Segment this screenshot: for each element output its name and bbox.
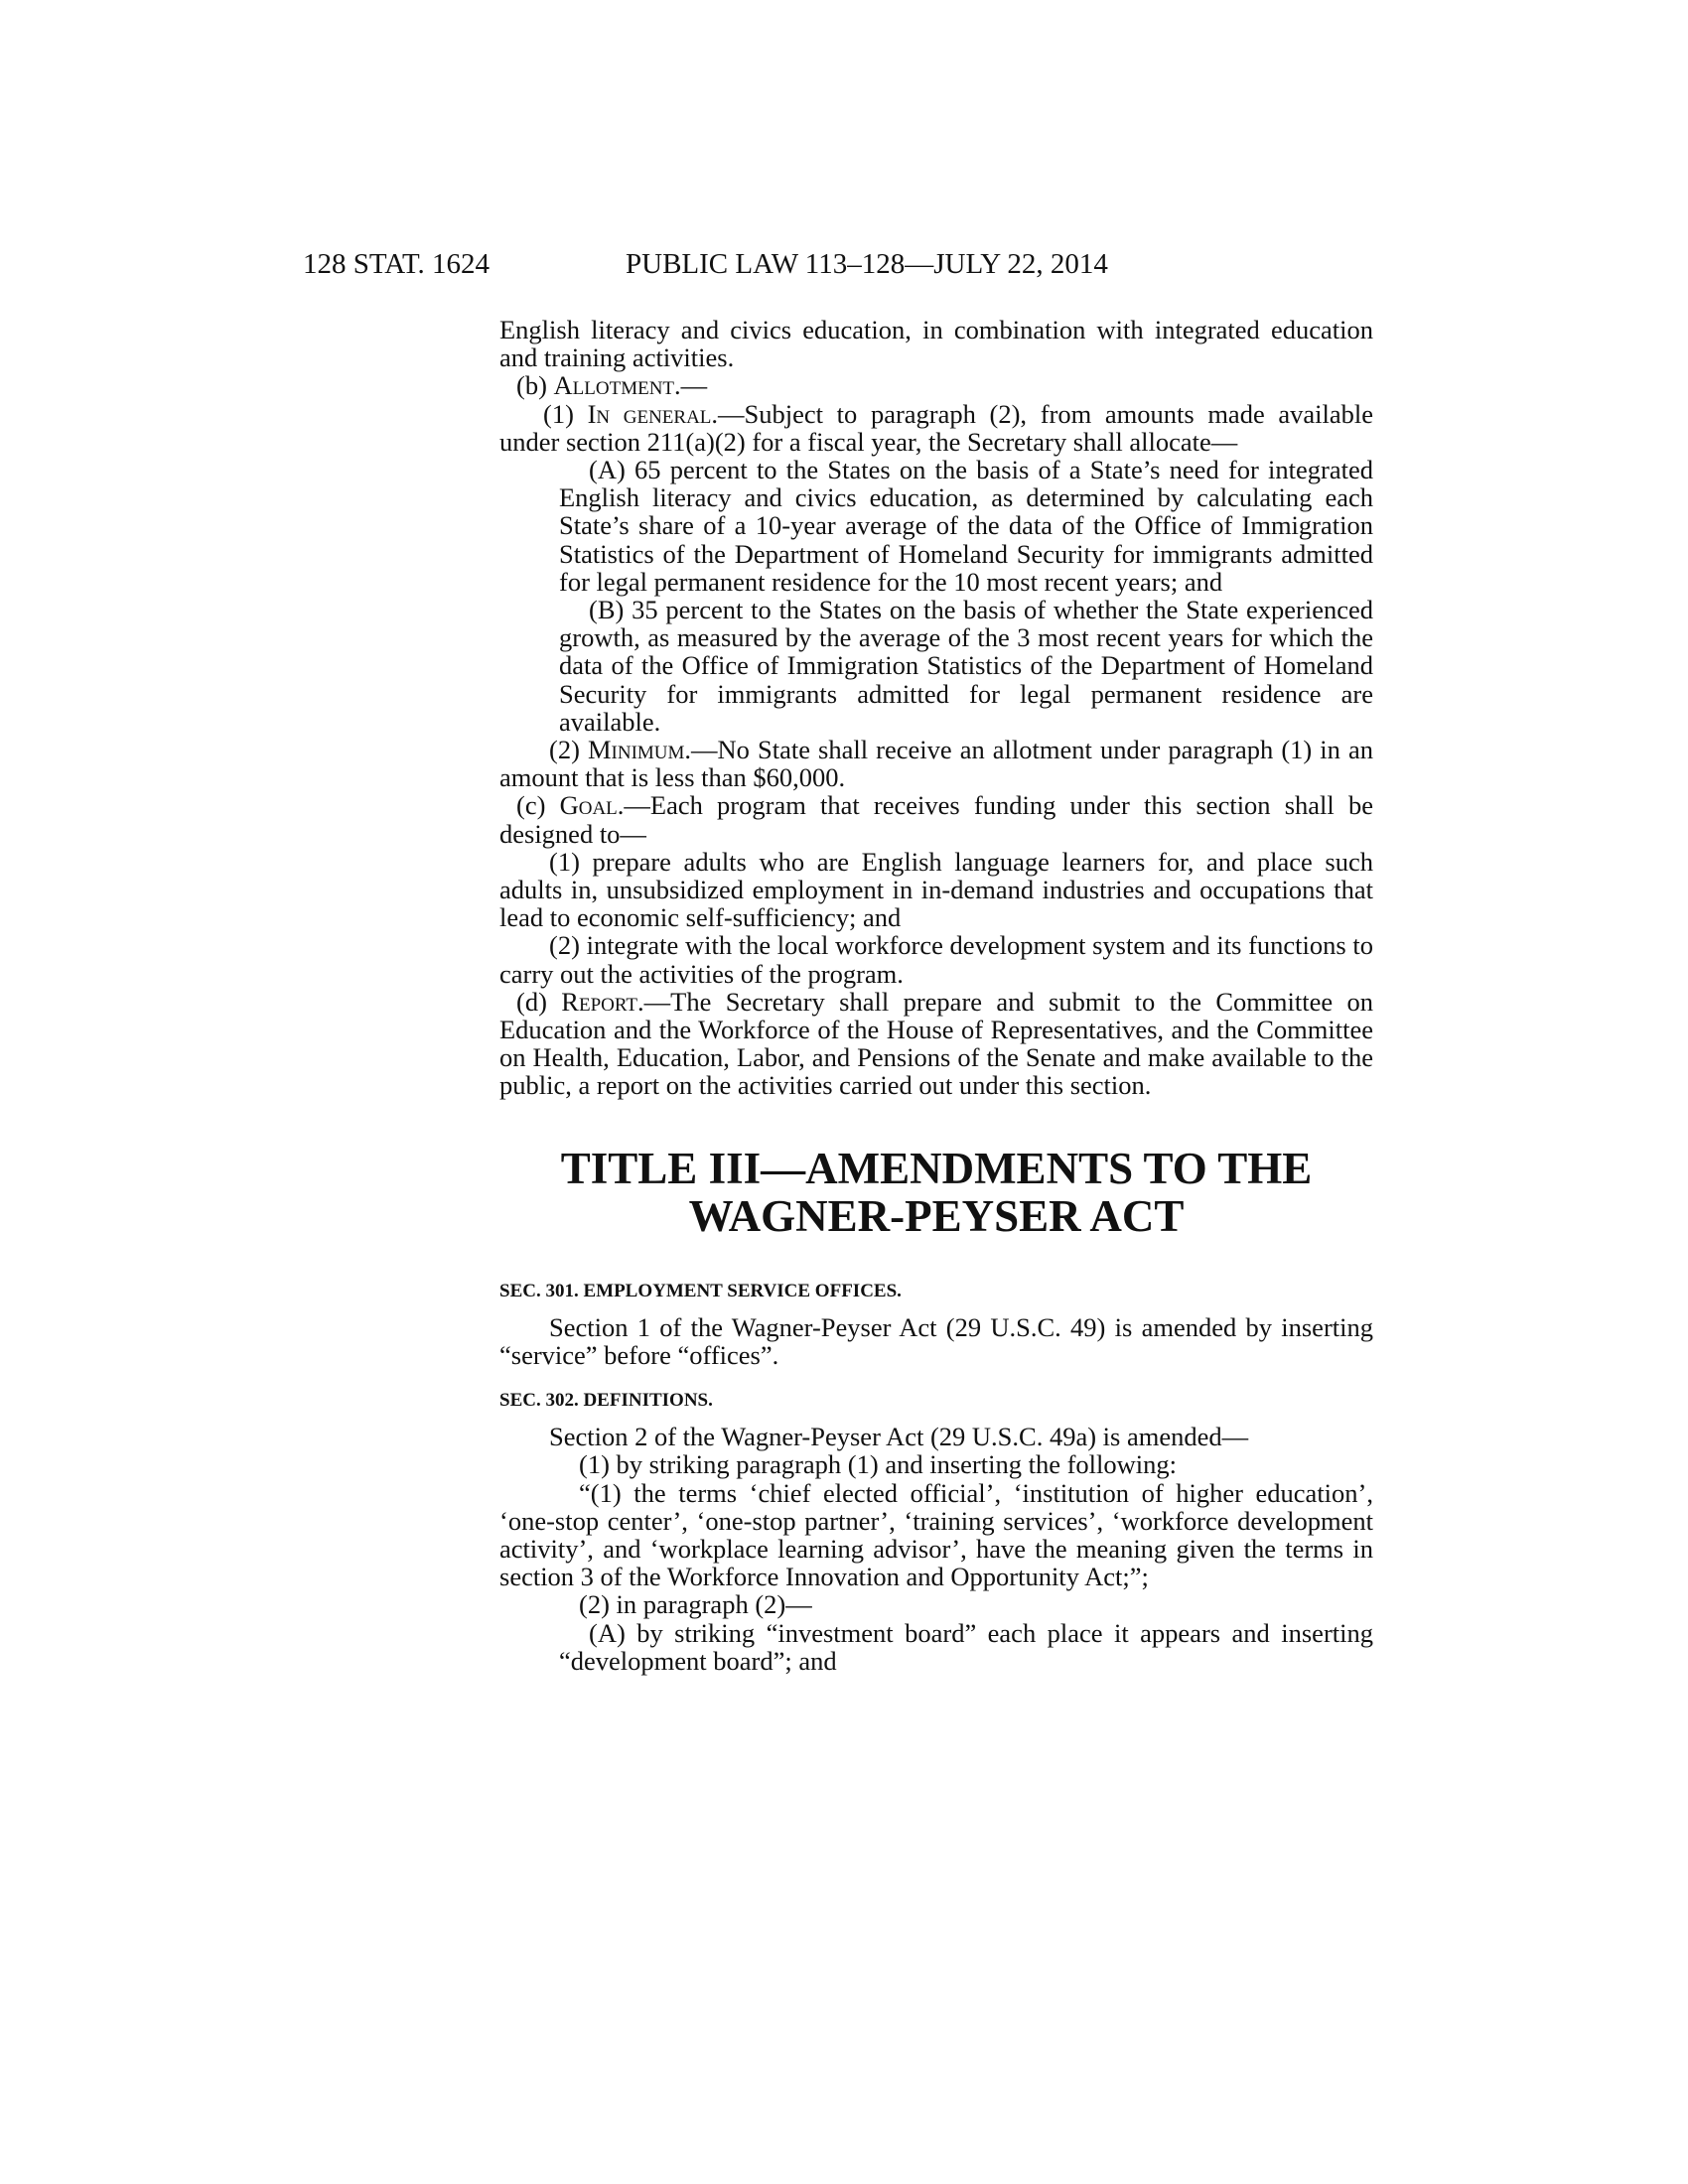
section-302-item-1: (1) by striking paragraph (1) and inserting the following: <box>579 1449 1177 1480</box>
section-301-heading: SEC. 301. EMPLOYMENT SERVICE OFFICES. <box>499 1280 902 1301</box>
subsection-b-heading: (b) Allotment.— <box>516 370 708 401</box>
paragraph-b2: (2) Minimum.—No State shall receive an allotment under paragraph (1) in an amount that is less than $60,000. <box>499 735 1373 793</box>
paragraph-c1: (1) prepare adults who are English language learners for, and place such adults in, unsubsidized employment in in-demand industries and occupations that lead to economic self-sufficiency; and <box>499 846 1373 933</box>
paragraph-c2: (2) integrate with the local workforce development system and its functions to carry out the activities of the program. <box>499 930 1373 989</box>
goal-label: Goal <box>559 790 618 821</box>
paragraph-continuation: English literacy and civics education, in combination with integrated education and training activities. <box>499 315 1373 373</box>
statute-page-number: 128 STAT. 1624 <box>303 248 491 280</box>
section-301-text: Section 1 of the Wagner-Peyser Act (29 U.S.C. 49) is amended by inserting “service” before “offices”. <box>499 1311 1373 1370</box>
allotment-label: Allotment <box>553 370 675 401</box>
subsection-c: (c) Goal.—Each program that receives funding under this section shall be designed to— <box>499 790 1373 849</box>
section-302-text: Section 2 of the Wagner-Peyser Act (29 U.S.C. 49a) is amended— <box>549 1422 1249 1452</box>
minimum-label: Minimum <box>587 735 685 765</box>
page-header <box>0 248 1688 288</box>
section-302-item-2: (2) in paragraph (2)— <box>579 1589 812 1620</box>
public-law-citation: PUBLIC LAW 113–128—JULY 22, 2014 <box>626 248 1108 280</box>
subparagraph-b1B: (B) 35 percent to the States on the basis of whether the State experienced growth, as measured by the average of the 3 most recent years for which the data of the Office of Immigration Statistics of the Department of Homeland Security for immigrants admitted for legal permanent residence are available. <box>559 595 1373 737</box>
section-302-item-1-quote: “(1) the terms ‘chief elected official’, ‘institution of higher education’, ‘one-stop center’, ‘one-stop partner’, ‘training services’, ‘workforce development activity’, and ‘workplace learning advisor’, have the meaning given the terms in section 3 of the Workforce Innovation and Opportunity Act;”; <box>499 1477 1373 1592</box>
in-general-label: In general <box>587 398 712 429</box>
subsection-d: (d) Report.—The Secretary shall prepare and submit to the Committee on Education and the Workforce of the House of Representatives, and the Committee on Health, Education, Labor, and Pensions of the Senate and make available to the public, a report on the activities carried out under this section. <box>499 986 1373 1101</box>
title-heading <box>499 1145 1373 1240</box>
title-line-1: TITLE III—AMENDMENTS TO THE <box>560 1143 1313 1193</box>
document-body <box>499 316 1373 1675</box>
section-302-item-2A: (A) by striking “investment board” each place it appears and inserting “development board”; and <box>559 1617 1373 1676</box>
report-label: Report <box>561 986 638 1017</box>
section-302-heading: SEC. 302. DEFINITIONS. <box>499 1390 713 1412</box>
subparagraph-b1A: (A) 65 percent to the States on the basis of a State’s need for integrated English literacy and civics education, as determined by calculating each State’s share of a 10-year average of the data of the Office of Immigration Statistics of the Department of Homeland Security for immigrants admitted for legal permanent residence for the 10 most recent years; and <box>559 455 1373 597</box>
paragraph-b1: (1) In general.—Subject to paragraph (2), from amounts made available under section 211(a)(2) for a fiscal year, the Secretary shall allocate— <box>499 398 1373 457</box>
title-line-2: WAGNER-PEYSER ACT <box>688 1190 1185 1241</box>
